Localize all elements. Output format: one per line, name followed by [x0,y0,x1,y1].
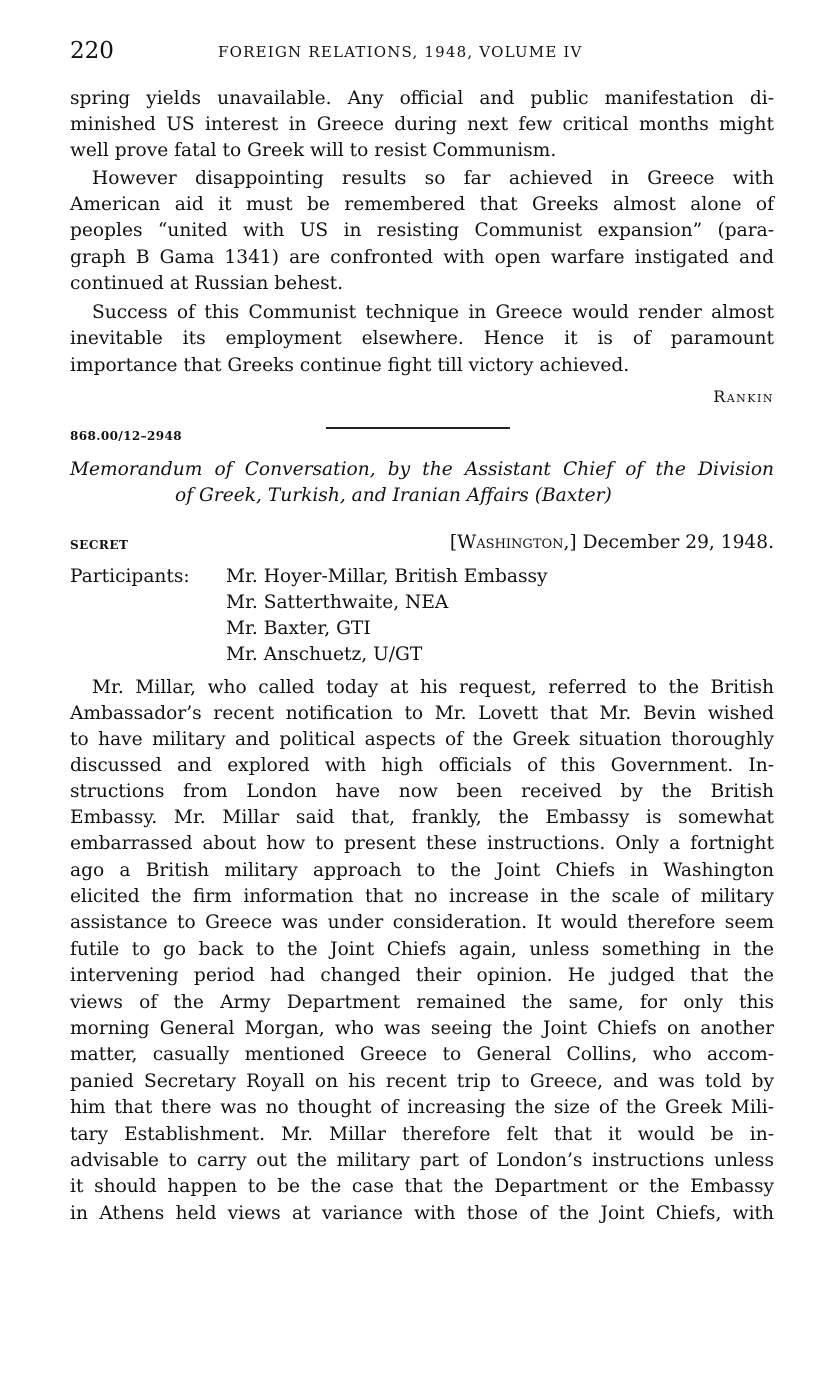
text-line: importance that Greeks continue fight till victory achieved. [70,355,630,376]
text-line: Success of this Communist technique in Greece would render almost [92,302,774,323]
text-line: tary Establishment. Mr. Millar therefore felt that it would be in- [70,1124,774,1145]
text-line: peoples “united with US in resisting Communist expansion” (para- [70,220,774,241]
running-title: FOREIGN RELATIONS, 1948, VOLUME IV [218,43,583,61]
participants-list [226,564,548,668]
text-line: inevitable its employment elsewhere. Hence it is of paramount [70,328,774,349]
participant: Mr. Anschuetz, U/GT [226,644,423,665]
participant: Mr. Baxter, GTI [226,618,371,639]
text-line: minished US interest in Greece during next few critical months might [70,114,774,135]
text-line: to have military and political aspects of the Greek situation thoroughly [70,729,774,750]
text-line: in Athens held views at variance with those of the Joint Chiefs, with [70,1203,774,1224]
text-line: matter, casually mentioned Greece to General Collins, who accom- [70,1044,774,1065]
text-line: American aid it must be remembered that Greeks almost alone of [70,194,774,215]
text-line: assistance to Greece was under consideration. It would therefore seem [70,912,774,933]
participant: Mr. Hoyer-Millar, British Embassy [226,566,548,587]
text-line: elicited the firm information that no increase in the scale of military [70,886,774,907]
document-id: 868.00/12–2948 [70,429,183,443]
text-line: Mr. Millar, who called today at his request, referred to the British [92,677,774,698]
text-line: intervening period had changed their opinion. He judged that the [70,965,774,986]
signature: Rankin [713,387,774,406]
text-line: morning General Morgan, who was seeing the Joint Chiefs on another [70,1018,774,1039]
section-divider [326,427,510,429]
classification-label: SECRET [70,538,129,552]
dateline [450,532,774,553]
dateline-place: [Washington,] [449,532,577,553]
text-line: Ambassador’s recent notification to Mr. Lovett that Mr. Bevin wished [70,703,774,724]
memo-title-line: of Greek, Turkish, and Iranian Affairs (Baxter) [175,485,612,506]
page-header [70,38,774,68]
page-number: 220 [70,38,114,64]
text-line: well prove fatal to Greek will to resist Communism. [70,140,557,161]
text-line: spring yields unavailable. Any official and public manifestation di- [70,88,774,109]
participants-label: Participants: [70,566,190,587]
text-line: it should happen to be the case that the Department or the Embassy [70,1176,774,1197]
text-line: embarrassed about how to present these instructions. Only a fortnight [70,833,774,854]
text-line: views of the Army Department remained the same, for only this [70,992,774,1013]
text-line: structions from London have now been received by the British [70,781,774,802]
text-line: However disappointing results so far achieved in Greece with [92,168,774,189]
memo-title-line: Memorandum of Conversation, by the Assistant Chief of the Division [70,459,774,480]
dateline-date: December 29, 1948. [582,532,774,553]
text-line: Embassy. Mr. Millar said that, frankly, the Embassy is somewhat [70,807,774,828]
text-line: graph B Gama 1341) are confronted with open warfare instigated and [70,247,774,268]
text-line: him that there was no thought of increasing the size of the Greek Mili- [70,1097,774,1118]
text-line: ago a British military approach to the Joint Chiefs in Washington [70,860,774,881]
text-line: discussed and explored with high officials of this Government. In- [70,755,774,776]
text-line: panied Secretary Royall on his recent trip to Greece, and was told by [70,1071,774,1092]
participant: Mr. Satterthwaite, NEA [226,592,449,613]
text-line: advisable to carry out the military part of London’s instructions unless [70,1150,774,1171]
text-line: continued at Russian behest. [70,273,344,294]
text-line: futile to go back to the Joint Chiefs again, unless something in the [70,939,774,960]
